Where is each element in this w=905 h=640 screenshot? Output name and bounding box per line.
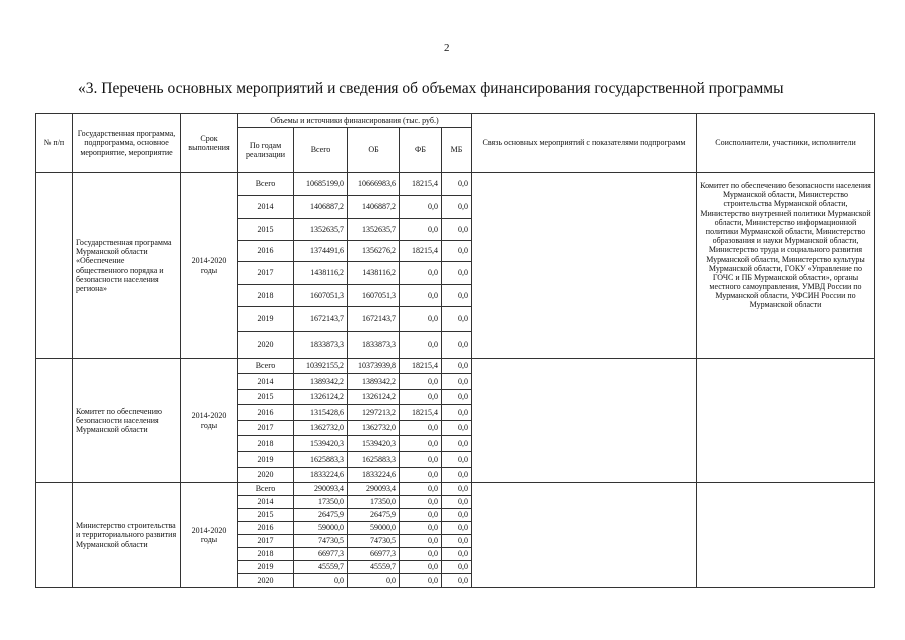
header-term: Срок выполнения	[181, 114, 238, 173]
year-cell: 2020	[238, 574, 294, 588]
fb-cell: 0,0	[400, 535, 442, 548]
ob-cell: 1438116,2	[348, 262, 400, 285]
mb-cell: 0,0	[442, 496, 472, 509]
fb-cell: 0,0	[400, 332, 442, 359]
fb-cell: 0,0	[400, 522, 442, 535]
total-cell: 10685199,0	[294, 173, 348, 196]
header-by-year: По годам реализации	[238, 128, 294, 173]
mb-cell: 0,0	[442, 332, 472, 359]
fb-cell: 0,0	[400, 436, 442, 452]
ob-cell: 1356276,2	[348, 241, 400, 262]
total-cell: 1362732,0	[294, 421, 348, 436]
mb-cell: 0,0	[442, 436, 472, 452]
year-cell: Всего	[238, 483, 294, 496]
ob-cell: 1389342,2	[348, 374, 400, 390]
mb-cell: 0,0	[442, 262, 472, 285]
header-num: № п/п	[36, 114, 73, 173]
fb-cell: 0,0	[400, 219, 442, 241]
mb-cell: 0,0	[442, 522, 472, 535]
year-cell: 2020	[238, 468, 294, 483]
ob-cell: 26475,9	[348, 509, 400, 522]
total-cell: 1352635,7	[294, 219, 348, 241]
header-financing: Объемы и источники финансирования (тыс. руб.)	[238, 114, 472, 128]
year-cell: 2018	[238, 548, 294, 561]
total-cell: 1315428,6	[294, 405, 348, 421]
page-number: 2	[444, 42, 450, 54]
link-cell	[472, 173, 697, 359]
mb-cell: 0,0	[442, 359, 472, 374]
year-cell: 2017	[238, 535, 294, 548]
ob-cell: 1406887,2	[348, 196, 400, 219]
mb-cell: 0,0	[442, 468, 472, 483]
year-cell: 2015	[238, 390, 294, 405]
program-name: Государственная программа Мурманской области «Обеспечение общественного порядка и безопасности населения региона»	[73, 173, 181, 359]
year-cell: 2018	[238, 285, 294, 307]
fb-cell: 0,0	[400, 262, 442, 285]
total-cell: 26475,9	[294, 509, 348, 522]
header-total: Всего	[294, 128, 348, 173]
fb-cell: 0,0	[400, 307, 442, 332]
mb-cell: 0,0	[442, 561, 472, 574]
ob-cell: 1352635,7	[348, 219, 400, 241]
term-cell: 2014-2020 годы	[181, 359, 238, 483]
mb-cell: 0,0	[442, 535, 472, 548]
year-cell: 2014	[238, 374, 294, 390]
mb-cell: 0,0	[442, 307, 472, 332]
total-cell: 1833224,6	[294, 468, 348, 483]
ob-cell: 1625883,3	[348, 452, 400, 468]
mb-cell: 0,0	[442, 405, 472, 421]
total-cell: 74730,5	[294, 535, 348, 548]
year-cell: Всего	[238, 359, 294, 374]
header-link: Связь основных мероприятий с показателями подпрограмм	[472, 114, 697, 173]
page-title: «3. Перечень основных мероприятий и сведения об объемах финансирования государственной программы	[78, 80, 784, 97]
term-cell: 2014-2020 годы	[181, 173, 238, 359]
total-cell: 1326124,2	[294, 390, 348, 405]
mb-cell: 0,0	[442, 390, 472, 405]
program-name: Министерство строительства и территориального развития Мурманской области	[73, 483, 181, 588]
mb-cell: 0,0	[442, 241, 472, 262]
mb-cell: 0,0	[442, 374, 472, 390]
total-cell: 1625883,3	[294, 452, 348, 468]
mb-cell: 0,0	[442, 452, 472, 468]
ob-cell: 1539420,3	[348, 436, 400, 452]
fb-cell: 18215,4	[400, 173, 442, 196]
ob-cell: 10373939,8	[348, 359, 400, 374]
year-cell: 2019	[238, 452, 294, 468]
fb-cell: 0,0	[400, 285, 442, 307]
ob-cell: 1326124,2	[348, 390, 400, 405]
term-cell: 2014-2020 годы	[181, 483, 238, 588]
fb-cell: 0,0	[400, 509, 442, 522]
ob-cell: 66977,3	[348, 548, 400, 561]
year-cell: 2019	[238, 561, 294, 574]
mb-cell: 0,0	[442, 173, 472, 196]
ob-cell: 290093,4	[348, 483, 400, 496]
mb-cell: 0,0	[442, 219, 472, 241]
year-cell: 2014	[238, 496, 294, 509]
fb-cell: 0,0	[400, 452, 442, 468]
total-cell: 1389342,2	[294, 374, 348, 390]
header-ob: ОБ	[348, 128, 400, 173]
ob-cell: 59000,0	[348, 522, 400, 535]
year-cell: 2019	[238, 307, 294, 332]
year-cell: 2017	[238, 421, 294, 436]
year-cell: 2014	[238, 196, 294, 219]
executors-cell	[697, 359, 875, 483]
total-cell: 1406887,2	[294, 196, 348, 219]
total-cell: 1374491,6	[294, 241, 348, 262]
fb-cell: 0,0	[400, 561, 442, 574]
link-cell	[472, 359, 697, 483]
year-cell: 2018	[238, 436, 294, 452]
mb-cell: 0,0	[442, 196, 472, 219]
year-cell: 2016	[238, 522, 294, 535]
header-fb: ФБ	[400, 128, 442, 173]
ob-cell: 1297213,2	[348, 405, 400, 421]
table-row	[36, 173, 875, 196]
fb-cell: 0,0	[400, 483, 442, 496]
ob-cell: 1607051,3	[348, 285, 400, 307]
total-cell: 45559,7	[294, 561, 348, 574]
total-cell: 10392155,2	[294, 359, 348, 374]
fb-cell: 18215,4	[400, 359, 442, 374]
year-cell: 2016	[238, 405, 294, 421]
total-cell: 290093,4	[294, 483, 348, 496]
ob-cell: 1833873,3	[348, 332, 400, 359]
link-cell	[472, 483, 697, 588]
total-cell: 1438116,2	[294, 262, 348, 285]
total-cell: 1539420,3	[294, 436, 348, 452]
ob-cell: 45559,7	[348, 561, 400, 574]
row-number-cell	[36, 173, 73, 359]
mb-cell: 0,0	[442, 574, 472, 588]
executors-cell: Комитет по обеспечению безопасности населения Мурманской области, Министерство строительства Мурманской области, Министерство внутренней политики Мурманской области, Министерство информационной политики Мурманской области, Министерство образования и науки Мурманской области, Министерство труда и социального развития Мурманской области, Министерство культуры Мурманской области, ГОКУ «Управление по ГОЧС и ПБ Мурманской области», органы местного самоуправления, УМВД России по Мурманской области, УФСИН России по Мурманской области	[697, 173, 875, 359]
ob-cell: 10666983,6	[348, 173, 400, 196]
ob-cell: 1362732,0	[348, 421, 400, 436]
year-cell: 2015	[238, 509, 294, 522]
mb-cell: 0,0	[442, 421, 472, 436]
year-cell: 2016	[238, 241, 294, 262]
total-cell: 59000,0	[294, 522, 348, 535]
fb-cell: 18215,4	[400, 241, 442, 262]
fb-cell: 0,0	[400, 390, 442, 405]
mb-cell: 0,0	[442, 509, 472, 522]
ob-cell: 0,0	[348, 574, 400, 588]
fb-cell: 0,0	[400, 421, 442, 436]
table-row	[36, 483, 875, 496]
year-cell: 2017	[238, 262, 294, 285]
header-mb: МБ	[442, 128, 472, 173]
row-number-cell	[36, 483, 73, 588]
mb-cell: 0,0	[442, 548, 472, 561]
fb-cell: 0,0	[400, 548, 442, 561]
row-number-cell	[36, 359, 73, 483]
program-name: Комитет по обеспечению безопасности населения Мурманской области	[73, 359, 181, 483]
ob-cell: 1833224,6	[348, 468, 400, 483]
total-cell: 1607051,3	[294, 285, 348, 307]
fb-cell: 0,0	[400, 374, 442, 390]
table-row	[36, 359, 875, 374]
total-cell: 1672143,7	[294, 307, 348, 332]
fb-cell: 0,0	[400, 468, 442, 483]
total-cell: 17350,0	[294, 496, 348, 509]
executors-cell	[697, 483, 875, 588]
mb-cell: 0,0	[442, 483, 472, 496]
header-program: Государственная программа, подпрограмма, основное мероприятие, мероприятие	[73, 114, 181, 173]
fb-cell: 0,0	[400, 574, 442, 588]
financing-table	[35, 113, 875, 588]
ob-cell: 74730,5	[348, 535, 400, 548]
fb-cell: 18215,4	[400, 405, 442, 421]
total-cell: 66977,3	[294, 548, 348, 561]
mb-cell: 0,0	[442, 285, 472, 307]
year-cell: Всего	[238, 173, 294, 196]
year-cell: 2015	[238, 219, 294, 241]
fb-cell: 0,0	[400, 196, 442, 219]
ob-cell: 1672143,7	[348, 307, 400, 332]
total-cell: 0,0	[294, 574, 348, 588]
header-executors: Соисполнители, участники, исполнители	[697, 114, 875, 173]
ob-cell: 17350,0	[348, 496, 400, 509]
year-cell: 2020	[238, 332, 294, 359]
total-cell: 1833873,3	[294, 332, 348, 359]
fb-cell: 0,0	[400, 496, 442, 509]
